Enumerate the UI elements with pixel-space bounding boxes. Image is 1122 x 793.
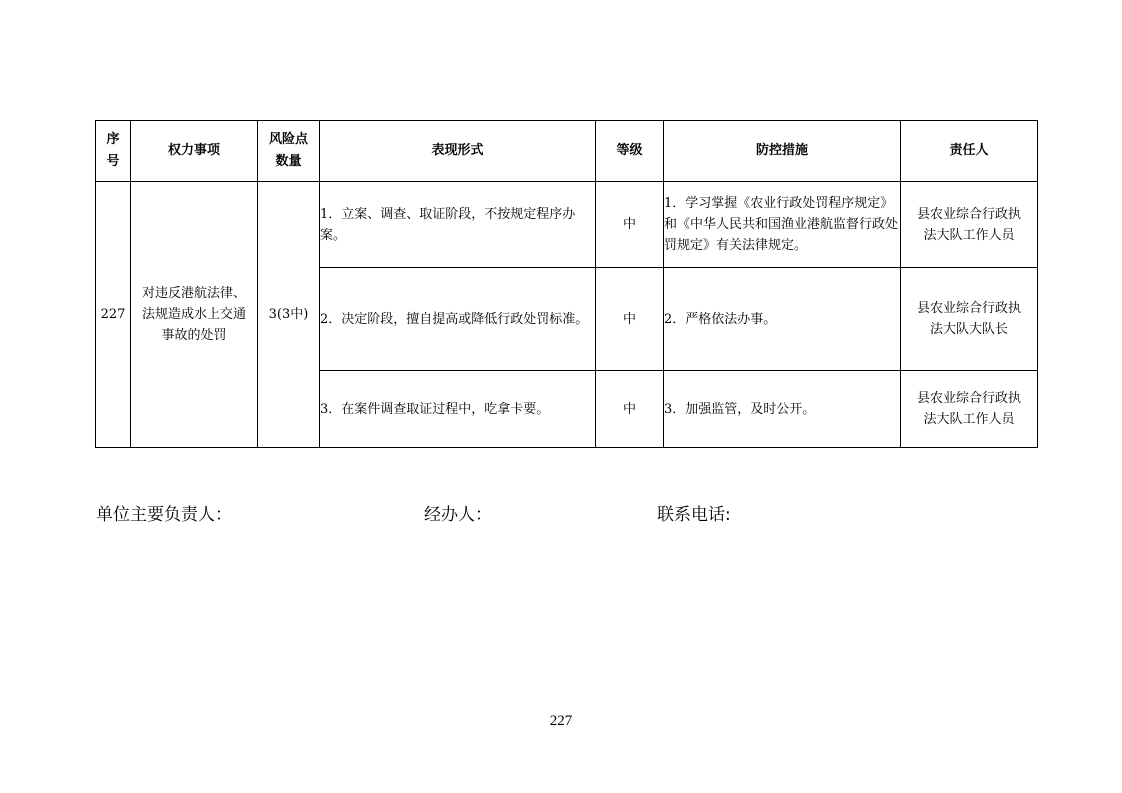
header-item: 权力事项 (131, 121, 258, 182)
cell-level: 中 (596, 268, 664, 371)
handler-signature-label: 经办人： (424, 505, 492, 525)
cell-form: 2．决定阶段，擅自提高或降低行政处罚标准。 (320, 268, 596, 371)
cell-measure: 3．加强监管，及时公开。 (664, 371, 901, 448)
table-header-row (96, 121, 1038, 182)
header-count (258, 121, 320, 182)
cell-person: 县农业综合行政执法大队工作人员 (901, 371, 1038, 448)
phone-label: 联系电话: (657, 505, 731, 525)
unit-head-signature-label: 单位主要负责人： (96, 505, 232, 525)
cell-form: 1．立案、调查、取证阶段，不按规定程序办案。 (320, 182, 596, 268)
cell-seq: 227 (96, 182, 131, 448)
header-measure: 防控措施 (664, 121, 901, 182)
header-seq-line1: 序 (106, 132, 120, 147)
header-seq (96, 121, 131, 182)
header-form: 表现形式 (320, 121, 596, 182)
page-number: 227 (549, 713, 573, 729)
header-seq-line2: 号 (106, 154, 120, 169)
cell-level: 中 (596, 182, 664, 268)
header-level: 等级 (596, 121, 664, 182)
risk-table (95, 120, 1038, 448)
header-person: 责任人 (901, 121, 1038, 182)
cell-count: 3(3中) (258, 182, 320, 448)
cell-item: 对违反港航法律、法规造成水上交通事故的处罚 (131, 182, 258, 448)
header-count-line1: 风险点 (268, 132, 308, 147)
cell-level: 中 (596, 371, 664, 448)
cell-person: 县农业综合行政执法大队大队长 (901, 268, 1038, 371)
cell-measure: 1．学习掌握《农业行政处罚程序规定》和《中华人民共和国渔业港航监督行政处罚规定》有关法律规定。 (664, 182, 901, 268)
cell-person: 县农业综合行政执法大队工作人员 (901, 182, 1038, 268)
cell-form: 3．在案件调查取证过程中，吃拿卡要。 (320, 371, 596, 448)
header-count-line2: 数量 (275, 154, 302, 169)
table-row (96, 182, 1038, 268)
cell-measure: 2．严格依法办事。 (664, 268, 901, 371)
